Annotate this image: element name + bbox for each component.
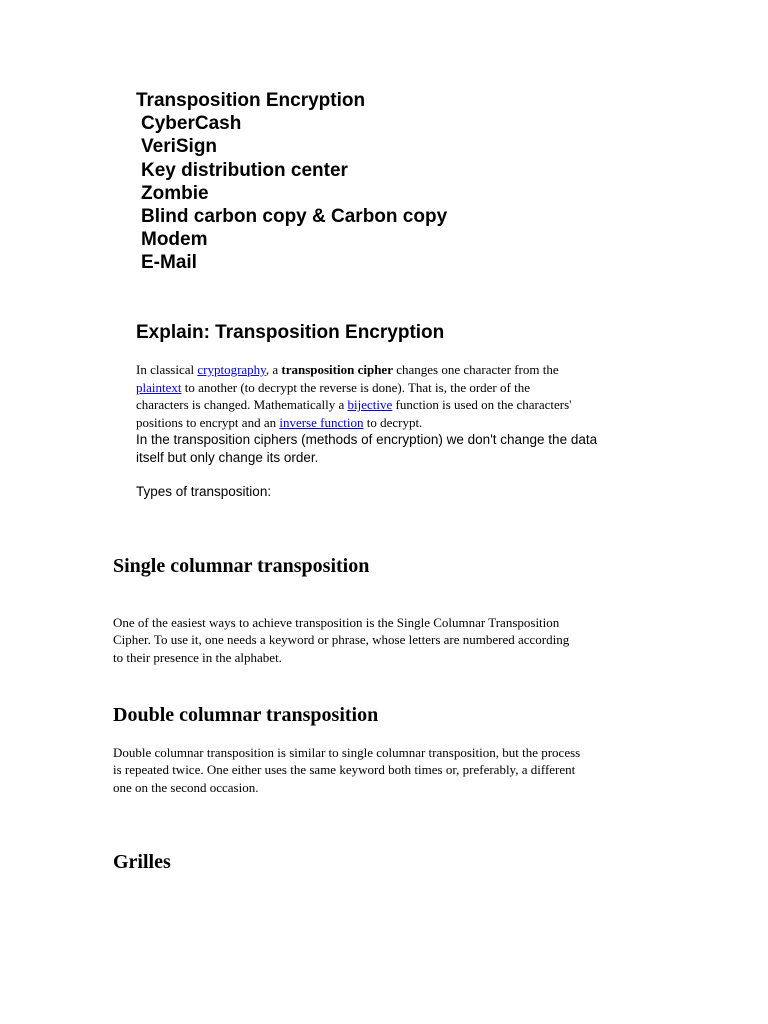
paragraph-line: one on the second occasion. (113, 779, 259, 795)
paragraph-line: One of the easiest ways to achieve transposition is the Single Columnar Transposition (113, 615, 560, 630)
topic-item: E-Mail (141, 252, 197, 274)
paragraph-line: Double columnar transposition is similar to single columnar transposition, but the process (113, 745, 581, 760)
text-run: positions to encrypt and an (136, 414, 280, 430)
paragraph-line (136, 379, 656, 397)
topic-item: Blind carbon copy & Carbon copy (141, 206, 448, 228)
paragraph-line: Cipher. To use it, one needs a keyword or phrase, whose letters are numbered according (113, 632, 570, 648)
cryptography-link[interactable]: cryptography (197, 362, 266, 377)
topic-item: Zombie (141, 182, 209, 204)
paragraph-line: In the transposition ciphers (methods of encryption) we don't change the data (136, 432, 598, 447)
text-run: changes one character from the (392, 362, 559, 377)
paragraph-line: itself but only change its order. (136, 449, 319, 465)
plaintext-link[interactable]: plaintext (136, 379, 182, 395)
topic-item: Key distribution center (141, 159, 348, 181)
text-run: , a (265, 362, 282, 377)
topic-item: Modem (141, 229, 208, 251)
double-columnar-heading: Double columnar transposition (113, 704, 379, 726)
double-columnar-paragraph (113, 744, 673, 796)
bijective-link[interactable]: bijective (347, 397, 393, 412)
topic-item: VeriSign (141, 136, 218, 158)
text-run: to another (to decrypt the reverse is done). That is, the order of the (181, 379, 530, 395)
bold-term: transposition cipher (281, 362, 393, 377)
grilles-heading: Grilles (113, 851, 171, 873)
text-run: characters is changed. Mathematically a (136, 397, 348, 412)
definition-paragraph (136, 361, 656, 431)
text-run: In classical (136, 362, 198, 377)
topic-item: CyberCash (141, 113, 242, 135)
paragraph-line: to their presence in the alphabet. (113, 649, 282, 665)
paragraph-line (136, 396, 656, 414)
explain-heading: Explain: Transposition Encryption (136, 322, 445, 343)
paragraph-line (136, 361, 656, 379)
paragraph-line (136, 414, 656, 432)
topic-item: Transposition Encryption (136, 90, 366, 111)
paragraph-line: is repeated twice. One either uses the same keyword both times or, preferably, a different (113, 762, 576, 778)
single-columnar-paragraph (113, 614, 673, 666)
text-run: to decrypt. (363, 414, 423, 430)
types-label: Types of transposition: (136, 484, 272, 499)
text-run: function is used on the characters' (392, 397, 572, 412)
inverse-function-link[interactable]: inverse function (279, 414, 364, 430)
single-columnar-heading: Single columnar transposition (113, 555, 370, 577)
transposition-paragraph (136, 431, 666, 466)
topic-list (136, 89, 447, 275)
